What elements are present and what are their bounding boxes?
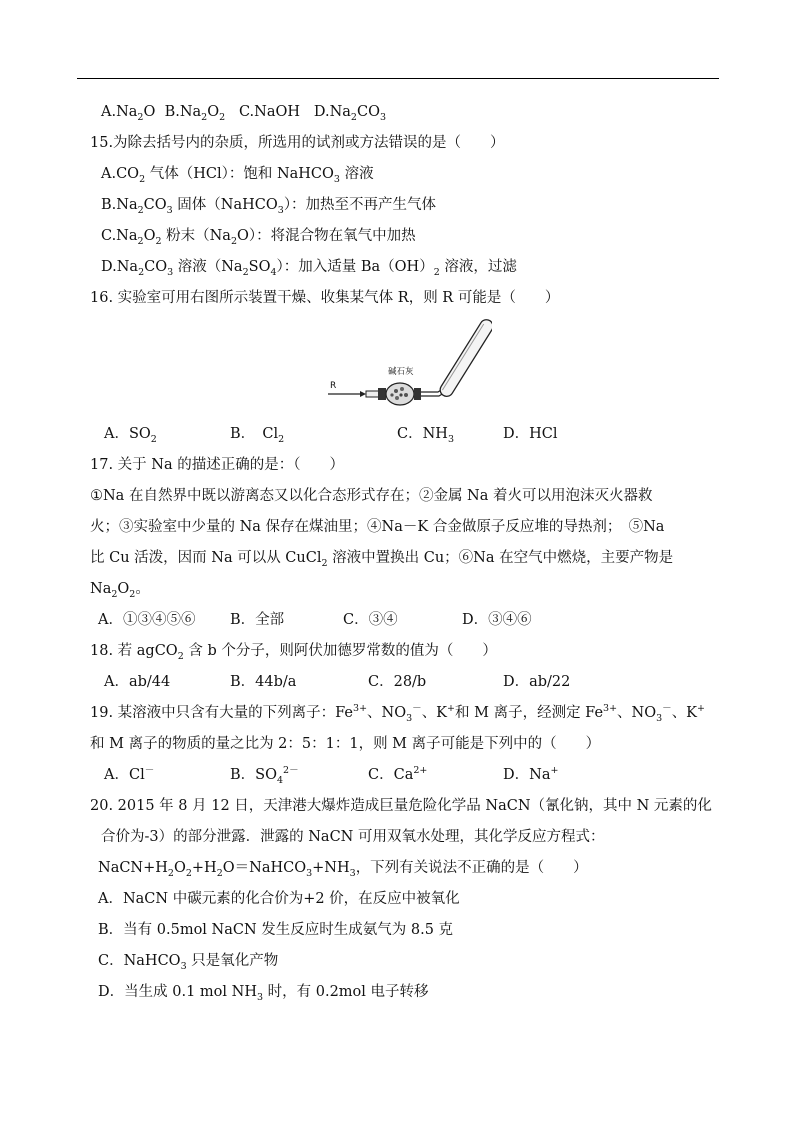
q19-option-a: A．Cl－ [104,765,155,783]
inlet-arrow-head [360,391,366,397]
q17-statement-line-4: $Na_2O_2$。 [90,581,150,600]
q18-option-d: D．ab/22 [503,674,571,690]
q14-options: $A.Na_2O$ $B.Na_2O_2$ C.NaOH $D.Na_2CO_3$ [101,104,386,123]
q18-option-a: A．ab/44 [104,674,171,690]
q17-option-c: C．③④ [343,612,398,628]
collecting-tube [438,318,492,399]
q17-statement-line-1: ①Na 在自然界中既以游离态又以化合态形式存在；②金属 Na 着火可以用泡沫灭火器救 [90,488,653,504]
q15-option-a: $A.CO_2$ 气体（HCl）：饱和 NaHCO$_3$ 溶液 [101,166,374,185]
q18-option-c: C．28/b [368,674,427,690]
q19-option-c: C．$Ca^{2+}$ [368,765,428,783]
header-rule [77,78,719,79]
q19-stem-line-1: 19. 某溶液中只含有大量的下列离子：$Fe^{3+}$、$NO_3^-$、K+和 M 离子，经测定 $Fe^{3+}$、$NO_3^-$、K+ [90,703,705,724]
q20-equation: $NaCN+H_2O_2+H_2O=NaHCO_3+NH_3$，下列有关说法不正确的是（ ） [98,860,588,879]
q16-option-a: A．$SO_2$ [104,426,157,445]
inlet-tube [366,391,380,397]
reagent-label: 碱石灰 [388,367,414,377]
q19-option-d: D．Na+ [503,765,559,783]
q19-option-b: B．$SO_4^{2-}$ [230,765,299,786]
q20-option-b: B．当有 0.5mol NaCN 发生反应时生成氨气为 8.5 克 [98,922,454,938]
outlet-stopper [414,388,421,400]
q16-option-c: C．$NH_3$ [397,426,454,445]
q20-option-d: D．当生成 0.1 mol $NH_3$ 时，有 0.2mol 电子转移 [98,984,429,1003]
q20-stem-line-1: 20. 2015 年 8 月 12 日，天津港大爆炸造成巨量危险化学品 NaCN（氰化钠，其中 N 元素的化 [90,798,712,814]
q20-option-a: A．NaCN 中碳元素的化合价为+2 价，在反应中被氧化 [98,891,460,907]
q17-option-b: B．全部 [230,612,285,628]
q18-option-b: B．44b/a [230,674,297,690]
q17-statement-line-3: 比 Cu 活泼，因而 Na 可以从 CuCl$_2$ 溶液中置换出 Cu；⑥Na 在空气中燃烧，主要产物是 [90,550,674,569]
q15-stem: 15.为除去括号内的杂质，所选用的试剂或方法错误的是（ ） [90,135,505,151]
q16-option-b: B． $Cl_2$ [230,426,285,445]
q16-stem: 16. 实验室可用右图所示装置干燥、收集某气体 R，则 R 可能是（ ） [90,290,560,306]
q18-stem: 18. 若 agCO$_2$ 含 b 个分子，则阿伏加德罗常数的值为（ ） [90,643,497,662]
q17-stem: 17. 关于 Na 的描述正确的是：（ ） [90,457,344,473]
q16-option-d: D．HCl [503,426,558,442]
inlet-stopper [378,388,386,400]
q20-option-c: C．NaHCO$_3$ 只是氧化产物 [98,953,279,972]
q15-option-b: $B.Na_2CO_3$ 固体（NaHCO$_3$）：加热至不再产生气体 [101,197,437,216]
q17-option-a: A．①③④⑤⑥ [98,612,196,628]
q19-stem-line-2: 和 M 离子的物质的量之比为 2：5：1：1，则 M 离子可能是下列中的（ ） [90,736,601,752]
drying-apparatus-diagram [322,318,492,413]
q15-option-c: $C.Na_2O_2$ 粉末$(Na_2O)$：将混合物在氧气中加热 [101,228,416,247]
q15-option-d: $D.Na_2CO_3$ 溶液$(Na_2SO_4)$：加入适量 $Ba(OH)_2$ 溶液，过滤 [101,259,517,278]
q17-statement-line-2: 火；③实验室中少量的 Na 保存在煤油里；④Na－K 合金做原子反应堆的导热剂； ⑤Na [90,519,665,535]
q17-option-d: D．③④⑥ [462,612,532,628]
q20-stem-line-2: 合价为-3）的部分泄露．泄露的 NaCN 可用双氧水处理，其化学反应方程式： [101,829,605,845]
gas-label-r: R [330,381,337,391]
